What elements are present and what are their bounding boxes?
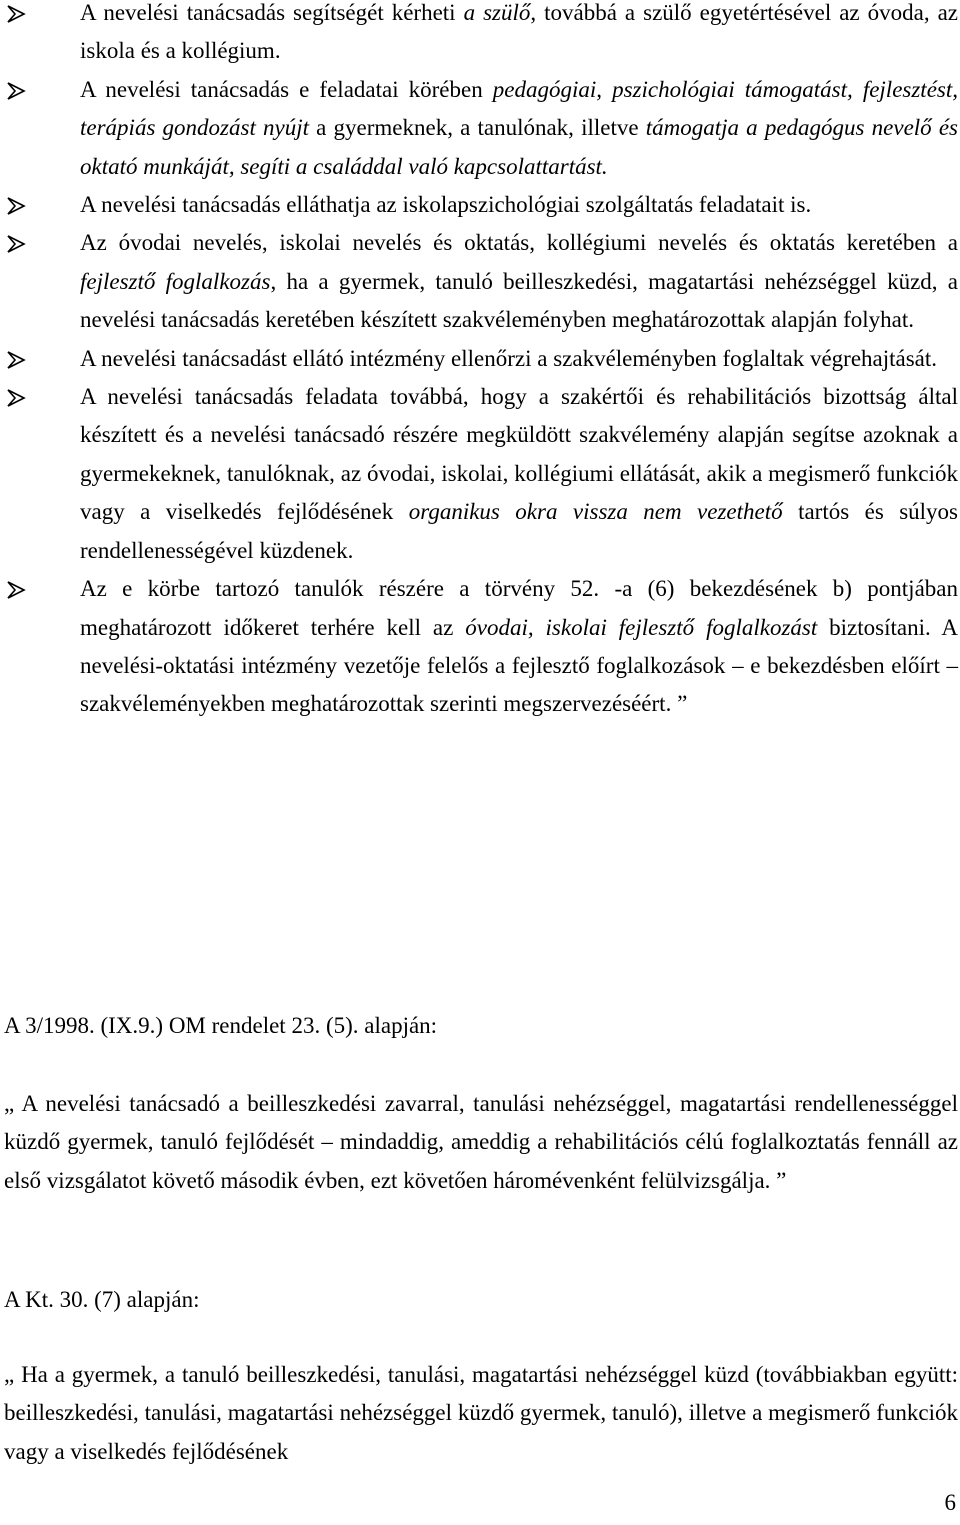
italic-text-run: a szülő [463,0,531,25]
arrowhead-bullet-icon [6,196,26,216]
bullet-item [0,71,958,186]
text-run: biztosítani. A nevelési-oktatási intézmény vezetője felelős a fejlesztő foglalkozások – e bekezdésben előírt – szakvéleményekben meghatározottak szerinti megszervezéséért. ” [80,614,958,717]
bullet-item [0,378,958,570]
text-run: tartós és súlyos rendellenességével küzdenek. [80,499,958,563]
text-run: A nevelési tanácsadás e feladatai körében [80,76,493,102]
italic-text-run: organikus okra vissza nem vezethető [408,499,783,525]
bullet-text [80,0,958,63]
bullet-text [80,346,937,371]
arrowhead-bullet-icon [6,580,26,600]
bullet-item [0,224,958,339]
arrowhead-bullet-icon [6,4,26,24]
source-reference-decree: A 3/1998. (IX.9.) OM rendelet 23. (5). alapján: [4,1013,438,1038]
text-run: A nevelési tanácsadás elláthatja az iskolapszichológiai szolgáltatás feladatait is. [80,192,812,218]
arrowhead-bullet-icon [6,350,26,370]
text-run: A nevelési tanácsadás feladata továbbá, hogy a szakértői és rehabilitációs bizottság által készített és a nevelési tanácsadó részére megküldött szakvélemény alapján segítse azoknak a gyermekeknek, tanulóknak, az óvodai, iskolai, kollégiumi ellátását, akik a megismerő funkciók vagy a viselkedés fejlődésének [80,384,958,525]
text-run: A nevelési tanácsadás segítségét kérheti [80,0,464,25]
text-run: Az óvodai nevelés, iskolai nevelés és oktatás, kollégiumi nevelés és oktatás keretében a [80,230,958,256]
text-run: , továbbá a szülő egyetértésével az óvoda, az iskola és a kollégium. [80,0,958,64]
quoted-paragraph-act: „ Ha a gyermek, a tanuló beilleszkedési, tanulási, magatartási nehézséggel küzd (továbbiakban együtt: beilleszkedési, tanulási, magatartási nehézséggel küzdő gyermek, tanuló), illetve a megismerő funkciók vagy a viselkedés fejlődésének [4,1362,958,1464]
bullet-text [80,192,811,217]
page-number: 6 [944,1490,956,1515]
text-run: a gyermeknek, a tanulónak, illetve [309,115,646,141]
text-run: Az e körbe tartozó tanulók részére a törvény 52. -a (6) bekezdésének b) pontjában meghatározott időkeret terhére kell az [80,576,958,640]
italic-text-run: óvodai, iskolai fejlesztő foglalkozást [465,614,818,640]
arrowhead-bullet-icon [6,388,26,408]
arrowhead-bullet-icon [6,81,26,101]
bullet-item [0,186,958,224]
bullet-item [0,0,958,71]
source-reference-act: A Kt. 30. (7) alapján: [4,1287,200,1312]
text-run: A nevelési tanácsadást ellátó intézmény ellenőrzi a szakvéleményben foglaltak végrehajtását. [80,345,938,371]
bullet-text [80,384,958,563]
italic-text-run: pedagógiai, pszichológiai támogatást, fejlesztést, terápiás gondozást nyújt [80,76,958,141]
arrowhead-bullet-icon [6,234,26,254]
bullet-list [0,0,958,724]
bullet-item [0,340,958,378]
bullet-text [80,230,958,332]
bullet-text [80,77,958,179]
quoted-paragraph-decree: „ A nevelési tanácsadó a beilleszkedési zavarral, tanulási nehézséggel, magatartási rendellenességgel küzdő gyermek, tanuló fejlődését – mindaddig, ameddig a rehabilitációs célú foglalkoztatás fennáll az első vizsgálatot követő második évben, ezt követően háromévenként felülvizsgálja. ” [4,1091,958,1193]
bullet-text [80,576,958,716]
bullet-item [0,570,958,724]
text-run: , ha a gyermek, tanuló beilleszkedési, magatartási nehézséggel küzd, a nevelési tanácsadás keretében készített szakvéleményben meghatározottak alapján folyhat. [80,268,958,333]
italic-text-run: támogatja a pedagógus nevelő és oktató munkáját, segíti a családdal való kapcsolattartást. [80,115,958,179]
italic-text-run: fejlesztő foglalkozás [80,268,271,294]
